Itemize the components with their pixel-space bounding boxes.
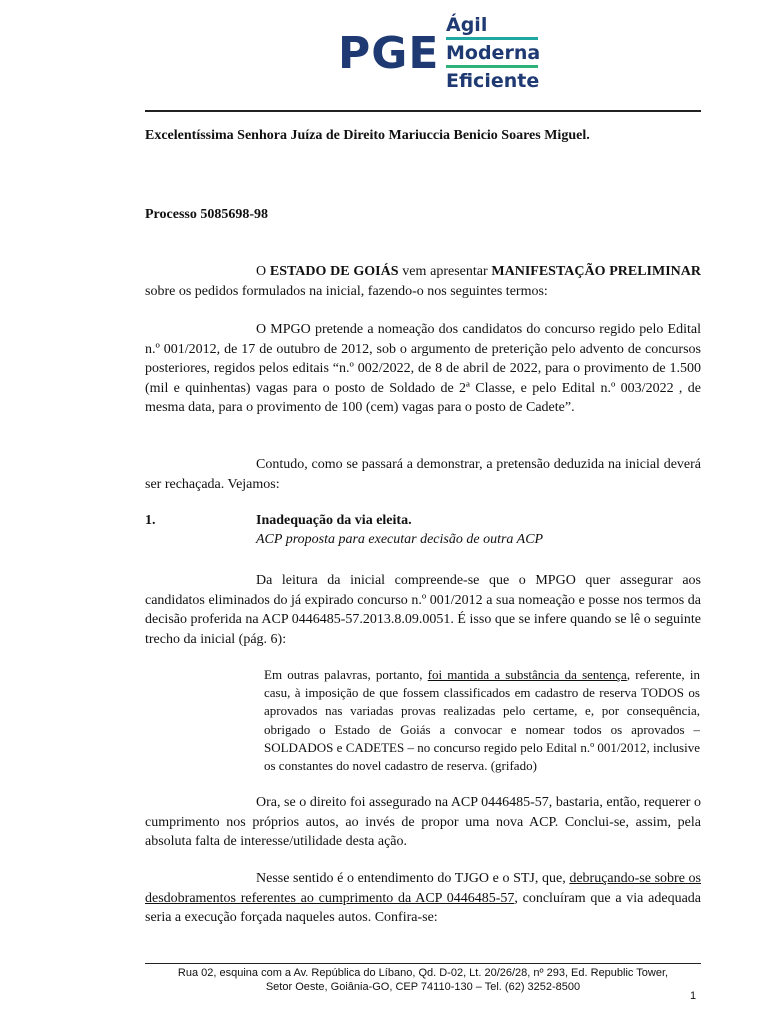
- quote-text-2: , referente, in casu, à imposição de que fossem classificados em cadastro de reserva TODOS os aprovados nas variadas provas realizadas pelo certame, e, por consequência, obrigado o Estado de Goiás a convocar e nomear todos os aprovados – SOLDADOS e CADETES – no concurso regido pelo Edital n.º 001/2012, inclusive os constantes do novel cadastro de reserva. (grifado): [264, 667, 700, 774]
- intro-paragraph: [145, 262, 701, 301]
- page-number: 1: [690, 990, 697, 1002]
- logo-word-agil: Ágil: [446, 14, 488, 36]
- section-subtitle: ACP proposta para executar decisão de outra ACP: [256, 532, 544, 547]
- addressee: Excelentíssima Senhora Juíza de Direito Mariuccia Benicio Soares Miguel.: [145, 128, 590, 143]
- header-divider: [145, 110, 701, 112]
- paragraph-nesse-sentido: [145, 869, 701, 928]
- intro-text-1: O: [256, 264, 270, 279]
- block-quote: [264, 666, 700, 775]
- quote-text-1: Em outras palavras, portanto,: [264, 667, 428, 682]
- nesse-underlined: debruçando-se sobre os desdobramentos referentes ao cumprimento da ACP 0446485-57: [145, 871, 701, 906]
- footer-address-line-1: Rua 02, esquina com a Av. República do Líbano, Qd. D-02, Lt. 20/26/28, nº 293, Ed. Republic Tower,: [177, 967, 669, 979]
- logo-word-moderna: Moderna: [446, 42, 541, 64]
- footer-divider: [145, 963, 701, 964]
- process-number: Processo 5085698-98: [145, 207, 268, 222]
- logo-bar-teal: [446, 37, 538, 40]
- nesse-text-2: , concluíram que a via adequada seria a execução forçada naqueles autos. Confira-se:: [145, 890, 702, 925]
- footer-address-line-2: Setor Oeste, Goiânia-GO, CEP 74110-130 – Tel. (62) 3252-8500: [265, 981, 581, 993]
- paragraph-ora: Ora, se o direito foi assegurado na ACP 0446485-57, bastaria, então, requerer o cumprimento nos próprios autos, ao invés de propor uma nova ACP. Conclui-se, assim, pela absoluta falta de interesse/utilidade desta ação.: [145, 795, 701, 849]
- logo-bar-green: [446, 65, 538, 68]
- intro-text-3: sobre os pedidos formulados na inicial, fazendo-o nos seguintes termos:: [145, 283, 548, 299]
- section-title: Inadequação da via eleita.: [256, 513, 412, 528]
- paragraph-contudo: Contudo, como se passará a demonstrar, a pretensão deduzida na inicial deverá ser rechaçada. Vejamos:: [145, 457, 701, 492]
- pge-logo: [338, 14, 548, 98]
- nesse-text-1: Nesse sentido é o entendimento do TJGO e o STJ, que,: [256, 871, 570, 886]
- logo-tagline: [446, 14, 546, 92]
- paragraph-mpgo: O MPGO pretende a nomeação dos candidatos do concurso regido pelo Edital n.º 001/2012, de 17 de outubro de 2012, sob o argumento de preterição pelo advento de concursos posteriores, regidos pelos editais “n.º 002/2022, de 8 de abril de 2022, para o provimento de 1.500 (mil e quinhentas) vagas para o posto de Soldado de 2ª Classe, e pelo Edital n.º 003/2022 , de mesma data, para o provimento de 100 (cem) vagas para o posto de Cadete”.: [145, 322, 701, 415]
- intro-document-type: MANIFESTAÇÃO PRELIMINAR: [491, 264, 702, 279]
- quote-underlined: foi mantida a substância da sentença: [427, 667, 627, 682]
- intro-text-2: vem apresentar: [398, 264, 492, 279]
- section-number: 1.: [145, 513, 156, 528]
- logo-acronym: PGE: [338, 28, 440, 79]
- paragraph-leitura: Da leitura da inicial compreende-se que o MPGO quer assegurar aos candidatos eliminados do já expirado concurso n.º 001/2012 a sua nomeação e posse nos termos da decisão proferida na ACP 0446485-57.2013.8.09.0051. É isso que se infere quando se lê o seguinte trecho da inicial (pág. 6):: [145, 573, 701, 647]
- logo-word-eficiente: Eficiente: [446, 70, 540, 92]
- intro-party: ESTADO DE GOIÁS: [269, 264, 399, 279]
